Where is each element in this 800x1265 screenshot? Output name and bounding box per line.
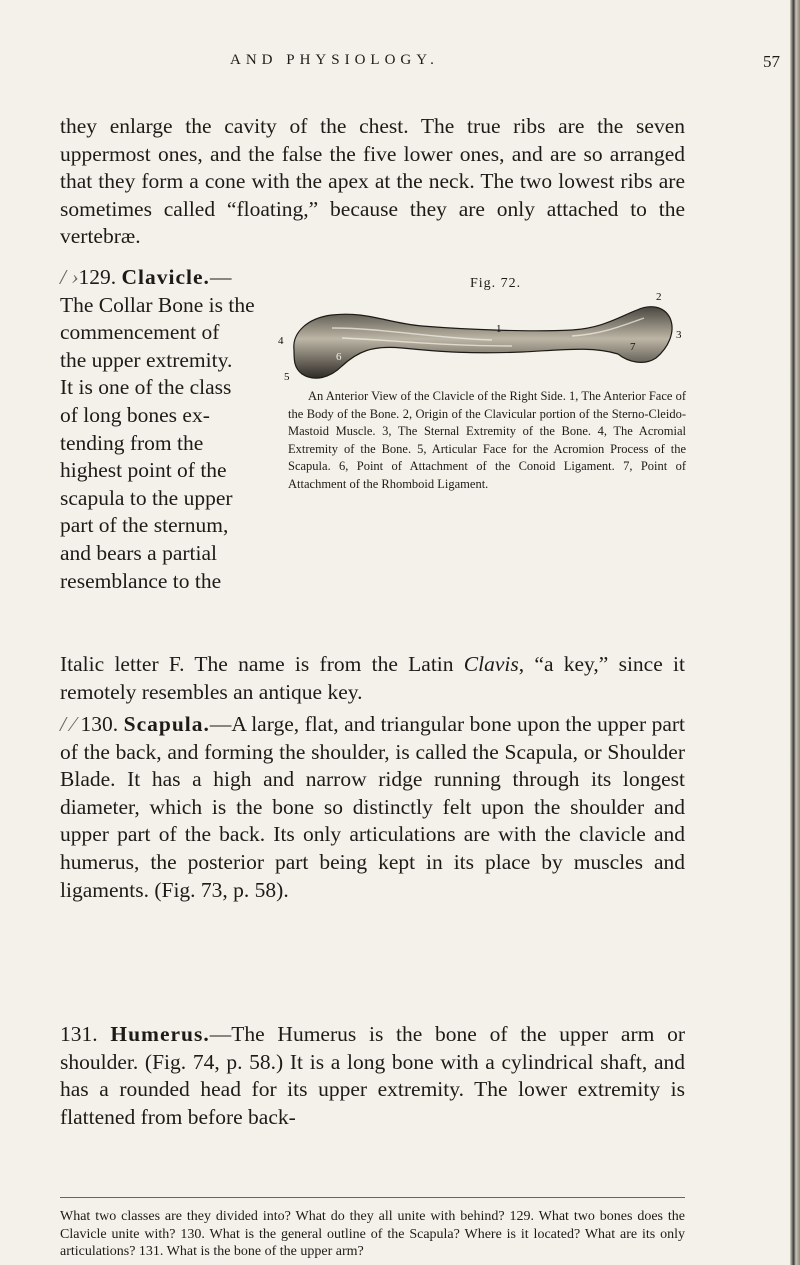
section-line: commencement of	[60, 320, 220, 345]
figure-caption	[288, 388, 686, 494]
clavicle-illustration	[272, 288, 684, 388]
section-129-continuation: Italic letter F. The name is from the Latin Clavis, “a key,” since it remotely resembles an antique key.	[60, 652, 685, 704]
footnote-divider	[60, 1197, 685, 1198]
point-label: 1	[496, 323, 502, 335]
section-text: —The Humerus is the bone of the upper arm or shoulder. (Fig. 74, p. 58.) It is a long bone with a cylindrical shaft, and has a rounded head for its upper extremity. The lower extremity is flattened from before back-	[60, 1022, 686, 1129]
section-name: Clavicle.	[121, 265, 210, 289]
section-line: the upper extremity.	[60, 347, 233, 372]
section-line: resemblance to the	[60, 568, 222, 593]
pencil-mark-icon: / ⁄	[60, 712, 81, 736]
section-line: part of the sternum,	[60, 513, 229, 538]
page-number: 57	[763, 52, 780, 71]
section-line: The Collar Bone is the	[60, 292, 255, 317]
section-name: Humerus.	[110, 1022, 210, 1046]
section-131	[60, 1021, 685, 1131]
pencil-mark-icon: / ›	[60, 265, 79, 289]
point-label: 2	[656, 291, 662, 303]
section-dash: —	[209, 265, 232, 289]
section-129	[60, 264, 282, 595]
section-number: 130.	[80, 712, 119, 736]
clavicle-bone-shape	[294, 307, 672, 378]
section-name: Scapula.	[123, 712, 210, 736]
point-label: 4	[278, 335, 284, 347]
review-questions: What two classes are they divided into? What do they all unite with behind? 129. What two bones does the Clavicle unite with? 130. What is the general outline of the Scapula? Where is it located? What are its only articulations? 131. What is the bone of the upper arm?	[60, 1209, 685, 1259]
section-line: and bears a partial	[60, 540, 217, 565]
section-line: highest point of the	[60, 458, 227, 483]
caption-body: 1, The Anterior Face of the Body of the Bone. 2, Origin of the Clavicular portion of the Sterno-Cleido-Mastoid Muscle. 3, The Sternal Extremity of the Bone. 4, The Acromial Extremity of the Bone. 5, Articular Face for the Acromion Process of the Scapula. 6, Point of Attachment of the Conoid Ligament. 7, Point of Attachment of the Rhomboid Ligament.	[288, 389, 687, 491]
section-line: of long bones ex-	[60, 402, 210, 427]
section-number: 129.	[78, 265, 117, 289]
running-title: AND PHYSIOLOGY.	[230, 52, 439, 68]
section-130	[60, 711, 685, 904]
point-label: 6	[336, 351, 342, 363]
section-line: tending from the	[60, 430, 204, 455]
point-label: 5	[284, 371, 290, 383]
section-line: scapula to the upper	[60, 485, 233, 510]
section-text: —A large, flat, and triangular bone upon the upper part of the back, and forming the shoulder, is called the Scapula, or Shoulder Blade. It has a high and narrow ridge running through its longest diameter, which is the bone so distinctly felt upon the shoulder and upper part of the back. Its only articulations are with the clavicle and humerus, the posterior part being kept in its place by muscles and ligaments. (Fig. 73, p. 58).	[60, 712, 686, 902]
point-label: 7	[630, 341, 636, 353]
figure-label: Fig. 72.	[470, 276, 522, 291]
section-line: It is one of the class	[60, 375, 232, 400]
caption-title: An Anterior View of the Clavicle of the Right Side.	[308, 389, 566, 403]
running-header	[0, 52, 790, 76]
point-label: 3	[676, 329, 682, 341]
section-heading	[60, 264, 282, 292]
intro-paragraph: they enlarge the cavity of the chest. The true ribs are the seven uppermost ones, and the false the five lower ones, and are so arranged that they form a cone with the apex at the neck. The two lowest ribs are sometimes called “floating,” because they are only attached to the vertebræ.	[60, 114, 685, 249]
section-number: 131.	[60, 1022, 98, 1046]
book-spine-edge	[790, 0, 800, 1265]
